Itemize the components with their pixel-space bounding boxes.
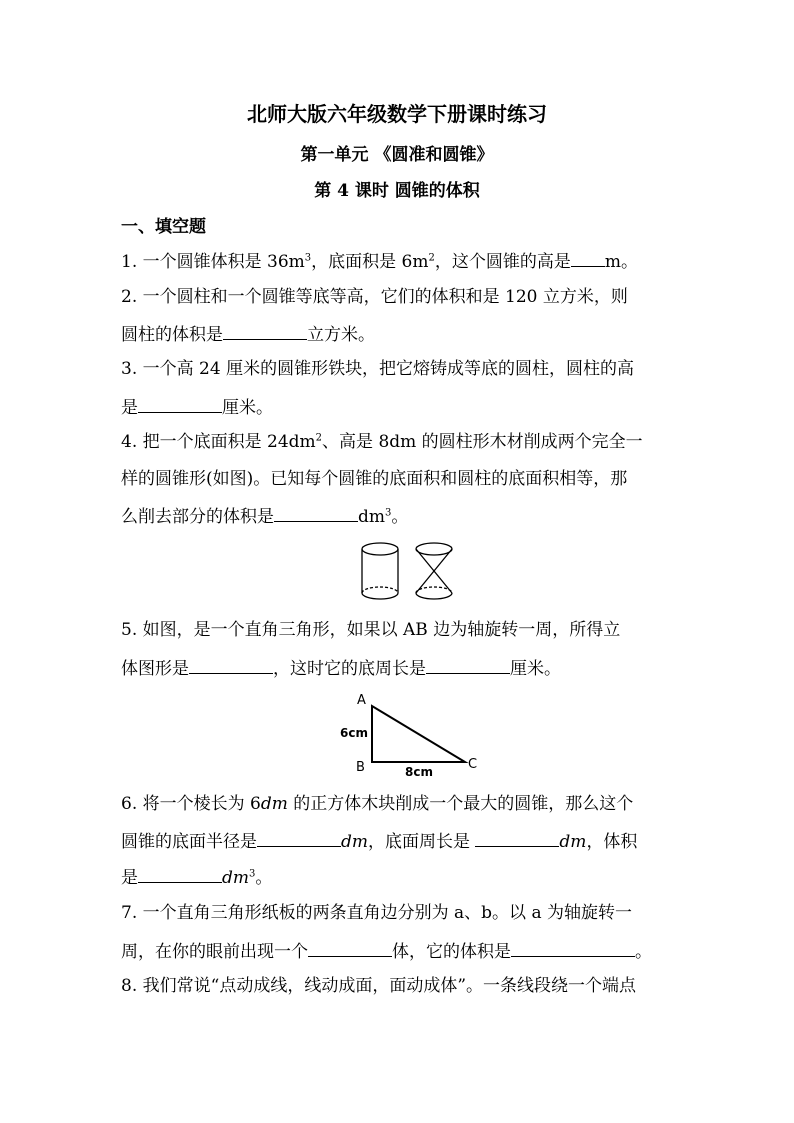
question-4-line-2: 样的圆锥形(如图)。已知每个圆锥的底面积和圆柱的底面积相等，那 [121,469,628,489]
unit-title: 第一单元 《圆准和圆锥》 [300,145,494,165]
q7-answer-blank-1[interactable] [308,940,392,957]
question-8-line-1: 8. 我们常说“点动成线，线动成面，面动成体”。一条线段绕一个端点 [121,976,637,996]
cylinder-shape [362,543,398,599]
q1-text-a: 1. 一个圆锥体积是 36m [121,252,305,272]
q6-text-a: 6. 将一个棱长为 6 [121,794,261,814]
q2-text-b: 立方米。 [307,325,375,345]
q5-answer-blank-2[interactable] [426,657,510,674]
q6-text-d: ，底面周长是 [368,832,476,852]
q4-answer-blank[interactable] [274,505,358,522]
worksheet-title: 北师大版六年级数学下册课时练习 [247,102,547,126]
q4-text-c: 么削去部分的体积是 [121,507,274,527]
question-6-line-3 [121,866,272,888]
q6-text-b: 的正方体木块削成一个最大的圆锥，那么这个 [287,794,634,814]
q4-text-a: 4. 把一个底面积是 24dm [121,432,316,452]
q6-answer-blank-2[interactable] [475,830,559,847]
vertex-a-label: A [357,693,366,708]
q4-sup: 2 [315,432,323,444]
q1-text-c: ，这个圆锥的高是 [434,252,571,272]
question-4-line-1 [121,432,643,452]
q2-answer-blank[interactable] [223,323,307,340]
question-2-line-2 [121,323,375,345]
q3-text-b: 厘米。 [222,398,273,418]
q4-text-d: 。 [391,507,409,527]
vertex-b-label: B [356,760,365,775]
question-3-line-2 [121,396,273,418]
lesson-title: 第 4 课时 圆锥的体积 [314,181,480,201]
q3-text-a: 是 [121,398,138,418]
q6-text-e: ，体积 [586,832,638,852]
cylinder-cones-figure [355,540,465,604]
side-bc-label: 8cm [405,765,433,779]
q5-text-c: 厘米。 [510,659,561,679]
question-7-line-1: 7. 一个直角三角形纸板的两条直角边分别为 a、b。以 a 为轴旋转一 [121,903,632,923]
q5-text-b: ，这时它的底周长是 [273,659,426,679]
question-6-line-2 [121,830,637,852]
q7-answer-blank-2[interactable] [511,940,635,957]
q1-answer-blank[interactable] [571,250,605,267]
q1-text-d: m。 [604,252,638,272]
side-ab-label: 6cm [340,726,368,740]
question-2-line-1: 2. 一个圆柱和一个圆锥等底等高，它们的体积和是 120 立方米，则 [121,287,628,307]
q6-text-f: 是 [121,868,138,888]
question-6-line-1 [121,794,633,814]
question-5-line-1: 5. 如图，是一个直角三角形，如果以 AB 边为轴旋转一周，所得立 [121,620,621,640]
q4-text-b: 、高是 8dm 的圆柱形木材削成两个完全一 [322,432,643,452]
vertex-c-label: C [468,757,478,772]
question-4-line-3 [121,505,408,527]
q1-text-b: ，底面积是 6m [311,252,429,272]
q6-text-g: 。 [255,868,273,888]
q6-unit-3: dm [559,832,587,852]
q7-text-b: 体，它的体积是 [392,942,511,962]
q6-answer-blank-1[interactable] [257,830,341,847]
question-1 [121,250,638,272]
q6-answer-blank-3[interactable] [138,866,222,883]
q7-text-c: 。 [635,942,652,962]
q5-answer-blank-1[interactable] [189,657,273,674]
q6-text-c: 圆锥的底面半径是 [121,832,257,852]
q4-unit-sup: 3 [385,507,392,519]
q6-unit-1: dm [260,794,288,814]
q5-text-a: 体图形是 [121,659,189,679]
question-3-line-1: 3. 一个高 24 厘米的圆锥形铁块，把它熔铸成等底的圆柱，圆柱的高 [121,359,635,379]
question-7-line-2 [121,940,652,962]
question-5-line-2 [121,657,561,679]
q2-text-a: 圆柱的体积是 [121,325,223,345]
q1-sup: 3 [304,252,312,264]
double-cone-shape [416,543,452,599]
triangle-shape [372,706,465,762]
q6-unit-4: dm [222,868,250,888]
q4-unit: dm [358,507,386,527]
q1-sup2: 2 [428,252,435,264]
section-heading: 一、填空题 [121,217,206,237]
q7-text-a: 周，在你的眼前出现一个 [121,942,308,962]
q3-answer-blank[interactable] [138,396,222,413]
right-triangle-figure [335,688,485,780]
q6-unit-2: dm [341,832,369,852]
q6-unit-sup: 3 [249,868,256,880]
